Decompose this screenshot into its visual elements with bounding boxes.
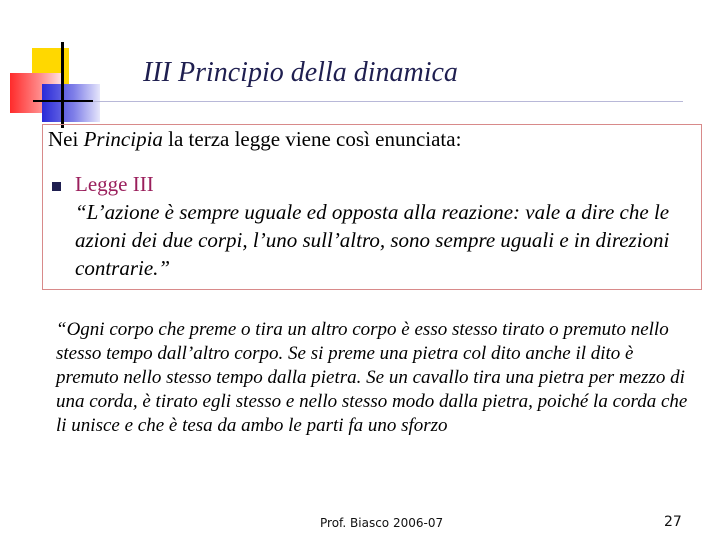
page-number: 27	[664, 514, 682, 530]
bullet-square-icon	[52, 182, 61, 191]
intro-prefix: Nei	[48, 127, 84, 151]
logo-vertical-line	[61, 42, 64, 128]
logo-horizontal-line	[33, 100, 93, 102]
slide-title: III Principio della dinamica	[143, 57, 458, 88]
bullet-label: Legge III	[75, 172, 154, 196]
intro-italic: Principia	[83, 127, 163, 151]
law-quote: “L’azione è sempre uguale ed opposta alla reazione: vale a dire che le azioni dei due corpi, l’uno sull’altro, sono sempre uguali e in direzioni contrarie.”	[75, 200, 670, 280]
title-underline	[33, 101, 683, 102]
footer-author: Prof. Biasco 2006-07	[320, 516, 444, 530]
explanation-paragraph: “Ogni corpo che preme o tira un altro corpo è esso stesso tirato o premuto nello stesso tempo dall’altro corpo. Se si preme una pietra col dito anche il dito è premuto nello stesso tempo dalla pietra. Se un cavallo tira una pietra per mezzo di una corda, è tirato egli stesso e nello stesso modo dalla pietra, poiché la corda che li unisce e che è tesa da ambo le parti fa uno sforzo	[56, 319, 688, 436]
intro-text	[48, 127, 461, 152]
logo-blue-square	[42, 84, 100, 122]
intro-suffix: la terza legge viene così enunciata:	[162, 127, 462, 151]
